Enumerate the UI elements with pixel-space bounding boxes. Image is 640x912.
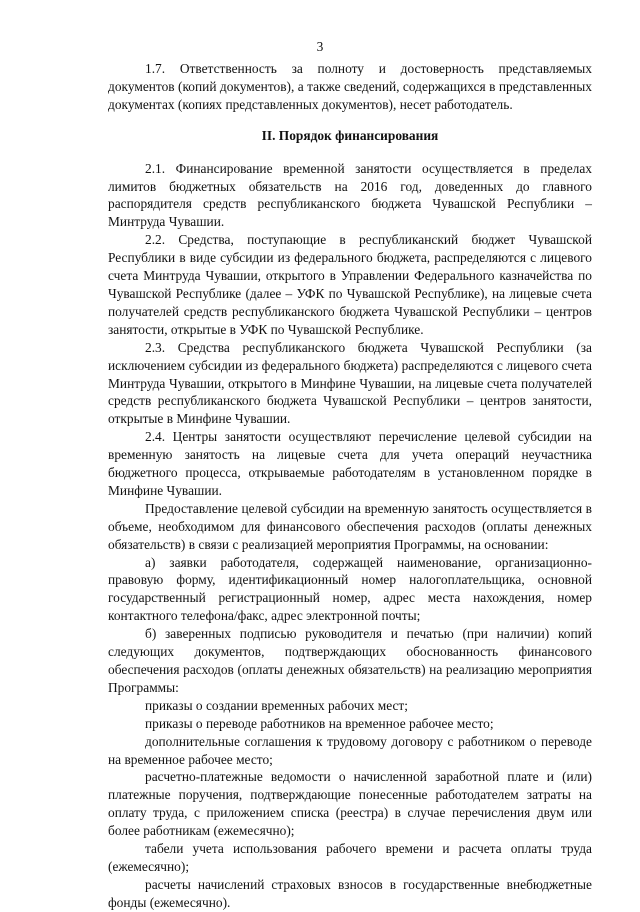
paragraph-2-1: 2.1. Финансирование временной занятости осуществляется в пределах лимитов бюджетных обязательств на 2016 год, доведенных до главного распорядителя средств республиканского бюджета Чувашской Республики – Минтруда Чувашии.: [108, 160, 592, 230]
list-item-additional-agreements: дополнительные соглашения к трудовому договору с работником о переводе на временное рабочее место;: [108, 733, 592, 767]
paragraph-2-3: 2.3. Средства республиканского бюджета Чувашской Республики (за исключением субсидии из федерального бюджета) распределяются с лицевого счета Минтруда Чувашии, открытого в Минфине Чувашии, на лицевые счета получателей средств республиканского бюджета Чувашской Республики – центров занятости, открытые в Минфине Чувашии.: [108, 339, 592, 427]
list-item-orders-creation: приказы о создании временных рабочих мест;: [145, 697, 409, 713]
list-item-orders-transfer: приказы о переводе работников на временное рабочее место;: [145, 715, 494, 731]
list-item-a: а) заявки работодателя, содержащей наименование, организационно-правовую форму, идентификационный номер налогоплательщика, основной государственный регистрационный номер, адрес места нахождения, номер контактного телефона/факс, адрес электронной почты;: [108, 554, 592, 624]
paragraph-2-4: 2.4. Центры занятости осуществляют перечисление целевой субсидии на временную занятость на лицевые счета для учета операций неучастника бюджетного процесса, открываемые работодателям в установленном порядке в Минфине Чувашии.: [108, 429, 592, 498]
page-number: 3: [316, 39, 324, 54]
list-item-payroll-statements: расчетно-платежные ведомости о начисленной заработной плате и (или) платежные поручения, подтверждающие понесенные работодателем затраты на оплату труда, с приложением списка (реестра) в случае перечисления двум или более работникам (ежемесячно);: [108, 769, 592, 839]
list-item-b: б) заверенных подписью руководителя и печатью (при наличии) копий следующих документов, подтверждающих обоснованность финансового обеспечения расходов (оплаты денежных обязательств) на реализацию мероприятия Программы:: [108, 626, 592, 695]
paragraph-2-2: 2.2. Средства, поступающие в республиканский бюджет Чувашской Республики в виде субсидии из федерального бюджета, распределяются с лицевого счета Минтруда Чувашии, открытого в Управлении Федерального казначейства по Чувашской Республике (далее – УФК по Чувашской Республике), на лицевые счета получателей средств республиканского бюджета Чувашской Республики – центров занятости, открытые в УФК по Чувашской Республике.: [108, 232, 592, 337]
list-item-insurance-calculations: расчеты начислений страховых взносов в государственные внебюджетные фонды (ежемесячно).: [108, 876, 592, 910]
paragraph-1-7: 1.7. Ответственность за полноту и достоверность представляемых документов (копий документов), а также сведений, содержащихся в представленных документах (копиях представленных документов), несет работодатель.: [108, 61, 592, 112]
section-title: II. Порядок финансирования: [261, 127, 439, 143]
paragraph-subsidy-basis: Предоставление целевой субсидии на временную занятость осуществляется в объеме, необходимом для финансового обеспечения расходов (оплаты денежных обязательств) в связи с реализацией мероприятия Программы, на основании:: [108, 500, 592, 552]
list-item-timesheets: табели учета использования рабочего времени и расчета оплаты труда (ежемесячно);: [108, 841, 592, 874]
document-body: [108, 60, 592, 912]
